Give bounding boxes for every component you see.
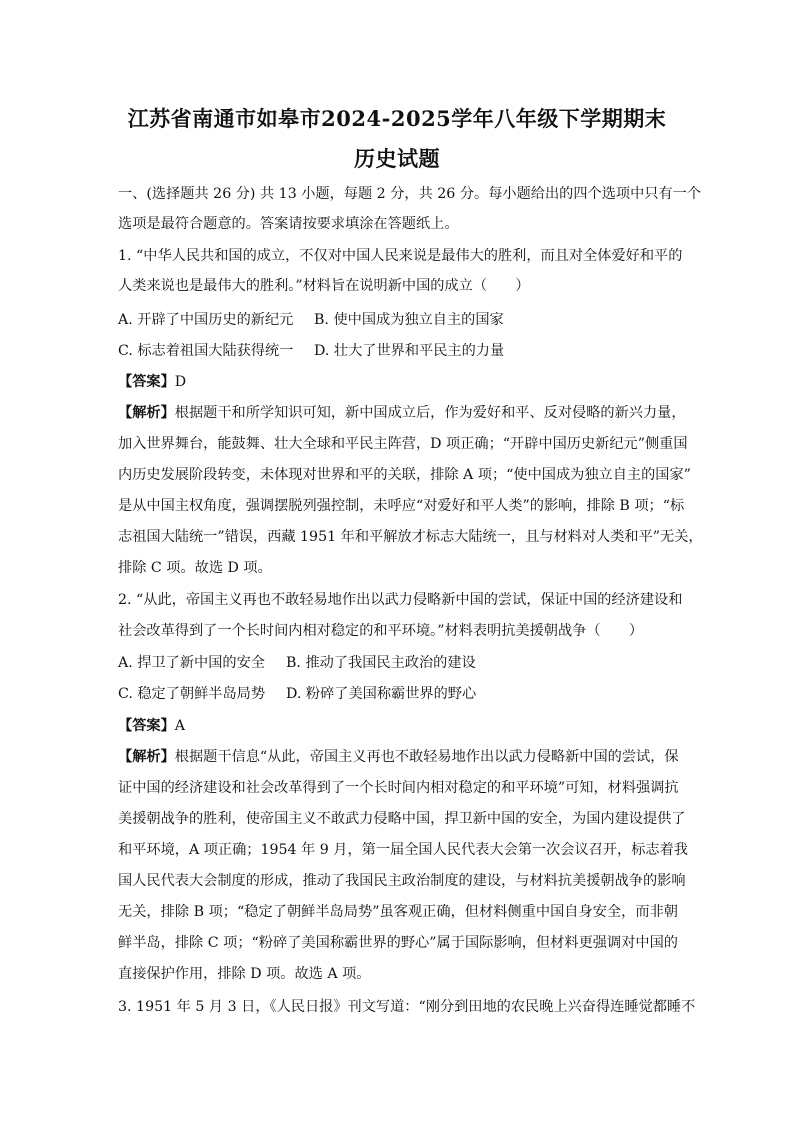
q1-analysis-line-6: 排除 C 项。故选 D 项。 bbox=[118, 560, 272, 576]
q2-analysis-line-3: 美援朝战争的胜利，使帝国主义不敢武力侵略中国，捍卫新中国的安全，为国内建设提供了 bbox=[118, 811, 686, 827]
q2-analysis-line-5: 国人民代表大会制度的形成，推动了我国民主政治制度的建设，与材料抗美援朝战争的影响 bbox=[118, 873, 686, 889]
section-instruction-line-2: 选项是最符合题意的。答案请按要求填涂在答题纸上。 bbox=[118, 216, 459, 232]
section-instruction-line-1: 一、(选择题共 26 分) 共 13 小题，每题 2 分，共 26 分。每小题给出的四个选项中只有一个 bbox=[118, 186, 702, 202]
q1-option-b: B. 使中国成为独立自主的国家 bbox=[314, 312, 504, 328]
q1-option-d: D. 壮大了世界和平民主的力量 bbox=[314, 343, 505, 359]
q2-analysis-line-8: 直接保护作用，排除 D 项。故选 A 项。 bbox=[118, 966, 371, 982]
q1-analysis-line-4: 是从中国主权角度，强调摆脱列强控制，未呼应“对爱好和平人类”的影响，排除 B 项；“标 bbox=[118, 498, 685, 514]
q2-analysis-line-1 bbox=[118, 747, 678, 767]
q2-option-b: B. 推动了我国民主政治的建设 bbox=[286, 655, 476, 671]
q2-option-d: D. 粉碎了美国称霸世界的野心 bbox=[286, 686, 477, 702]
q2-analysis-line-2: 证中国的经济建设和社会改革得到了一个长时间内相对稳定的和平环境”可知，材料强调抗 bbox=[118, 780, 679, 796]
q2-answer-label: 【答案】 bbox=[118, 718, 175, 734]
q1-analysis-line-2: 加入世界舞台，能鼓舞、壮大全球和平民主阵营，D 项正确；“开辟中国历史新纪元”侧重国 bbox=[118, 436, 688, 452]
document-subtitle: 历史试题 bbox=[354, 146, 440, 171]
q2-analysis-line-7: 鲜半岛，排除 C 项；“粉碎了美国称霸世界的野心”属于国际影响，但材料更强调对中国的 bbox=[118, 935, 678, 951]
q2-analysis-label: 【解析】 bbox=[118, 749, 175, 765]
q1-stem-line-2: 人类来说也是最伟大的胜利。”材料旨在说明新中国的成立（ ） bbox=[118, 278, 530, 294]
q2-answer bbox=[118, 716, 185, 736]
document-title: 江苏省南通市如皋市2024-2025学年八年级下学期期末 bbox=[127, 106, 667, 131]
q2-analysis-line-4: 和平环境，A 项正确；1954 年 9 月，第一届全国人民代表大会第一次会议召开，标志着我 bbox=[118, 842, 688, 858]
q1-answer-label: 【答案】 bbox=[118, 374, 175, 390]
q2-option-c: C. 稳定了朝鲜半岛局势 bbox=[118, 686, 266, 702]
q1-answer bbox=[118, 372, 186, 392]
q2-answer-value: A bbox=[174, 718, 186, 734]
q1-option-a: A. 开辟了中国历史的新纪元 bbox=[118, 312, 294, 328]
q1-analysis-text-1: 根据题干和所学知识可知，新中国成立后，作为爱好和平、反对侵略的新兴力量， bbox=[174, 405, 686, 421]
q1-analysis-label: 【解析】 bbox=[118, 405, 175, 421]
q2-stem-line-1: 2. “从此，帝国主义再也不敢轻易地作出以武力侵略新中国的尝试，保证中国的经济建设和 bbox=[118, 592, 683, 608]
q1-answer-value: D bbox=[174, 374, 187, 390]
q1-option-c: C. 标志着祖国大陆获得统一 bbox=[118, 343, 294, 359]
q3-stem-line-1: 3. 1951 年 5 月 3 日，《人民日报》刊文写道：“刚分到田地的农民晚上兴奋得连睡觉都睡不 bbox=[118, 999, 696, 1015]
q2-stem-line-2: 社会改革得到了一个长时间内相对稳定的和平环境。”材料表明抗美援朝战争（ ） bbox=[118, 623, 644, 639]
q2-analysis-text-1: 根据题干信息“从此，帝国主义再也不敢轻易地作出以武力侵略新中国的尝试，保 bbox=[174, 749, 679, 765]
q1-analysis-line-1 bbox=[118, 403, 686, 423]
q1-analysis-line-5: 志祖国大陆统一”错误，西藏 1951 年和平解放才标志大陆统一，且与材料对人类和平”无关， bbox=[118, 529, 703, 545]
q2-analysis-line-6: 无关，排除 B 项；“稳定了朝鲜半岛局势”虽客观正确，但材料侧重中国自身安全，而非朝 bbox=[118, 904, 678, 920]
q1-analysis-line-3: 内历史发展阶段转变，未体现对世界和平的关联，排除 A 项；“使中国成为独立自主的国家” bbox=[118, 467, 691, 483]
q2-option-a: A. 捍卫了新中国的安全 bbox=[118, 655, 265, 671]
q1-stem-line-1: 1. “中华人民共和国的成立，不仅对中国人民来说是最伟大的胜利，而且对全体爱好和平的 bbox=[118, 248, 683, 264]
